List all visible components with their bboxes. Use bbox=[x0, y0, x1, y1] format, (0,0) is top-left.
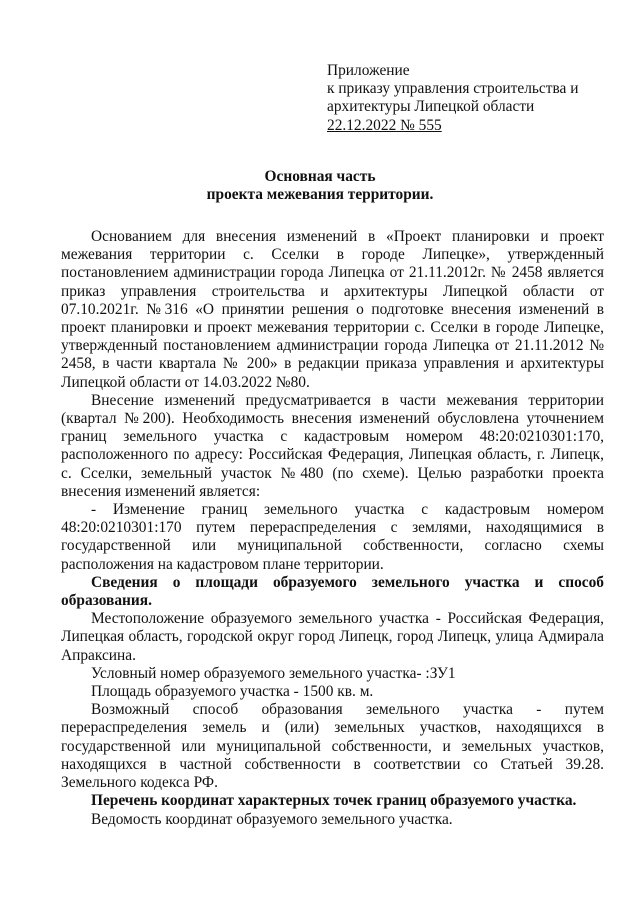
appendix-authority-line: архитектуры Липецкой области bbox=[327, 98, 535, 116]
appendix-block bbox=[327, 62, 627, 135]
section-heading-coordinates: Перечень координат характерных точек границ образуемого участка. bbox=[91, 792, 577, 810]
paragraph-plot-area: Площадь образуемого участка - 1500 кв. м. bbox=[91, 683, 374, 701]
paragraph-formation-method: Возможный способ образования земельного участка - путем перераспределения земель и (или) земельных участков, находящихся в государственной или муниципальной собственности, и земельных участков, находящихся в частной собственности в соответствии со Статьей 39.28. Земельного кодекса РФ. bbox=[61, 701, 604, 792]
title-line-1: Основная часть bbox=[264, 168, 376, 185]
paragraph-change-item: - Изменение границ земельного участка с кадастровым номером 48:20:0210301:170 путем перераспределения с землями, находящимися в государственной или муниципальной собственности, согласно схемы расположения на кадастровом плане территории. bbox=[61, 501, 604, 573]
title-line-2: проекта межевания территории. bbox=[206, 186, 434, 204]
paragraph-changes: Внесение изменений предусматривается в части межевания территории (квартал №200). Необходимость внесения изменений обусловлена уточнением границ земельного участка с кадастровым номером 48:20:0210301:170, расположенного по адресу: Российская Федерация, Липецкая область, г. Липецк, с. Сселки, земельный участок №480 (по схеме). Целью разработки проекта внесения изменений является: bbox=[61, 391, 604, 500]
paragraph-coordinates-statement: Ведомость координат образуемого земельного участка. bbox=[91, 810, 453, 828]
appendix-date-number: 22.12.2022 № 555 bbox=[327, 116, 442, 134]
section-heading-area: Сведения о площади образуемого земельного участка и способ образования. bbox=[61, 573, 604, 610]
document-body bbox=[61, 228, 604, 829]
appendix-order-line: к приказу управления строительства и bbox=[327, 80, 579, 98]
paragraph-location: Местоположение образуемого земельного участка - Российская Федерация, Липецкая область, городской округ город Липецк, город Липецк, улица Адмирала Апраксина. bbox=[61, 610, 604, 664]
paragraph-basis: Основанием для внесения изменений в «Проект планировки и проект межевания территории с. Сселки в городе Липецке», утвержденный постановлением администрации города Липецка от 21.11.2012г. № 2458 является приказ управления строительства и архитектуры Липецкой области от 07.10.2021г. №316 «О принятии решения о подготовке внесения изменений в проект планировки и проект межевания территории с. Сселки в городе Липецке, утвержденный постановлением администрации города Липецка от 21.11.2012 № 2458, в части квартала № 200» в редакции приказа управления и архитектуры Липецкой области от 14.03.2022 №80. bbox=[61, 228, 604, 391]
appendix-heading: Приложение bbox=[327, 62, 410, 79]
document-title bbox=[0, 168, 640, 204]
paragraph-plot-number: Условный номер образуемого земельного участка- :ЗУ1 bbox=[91, 664, 456, 682]
